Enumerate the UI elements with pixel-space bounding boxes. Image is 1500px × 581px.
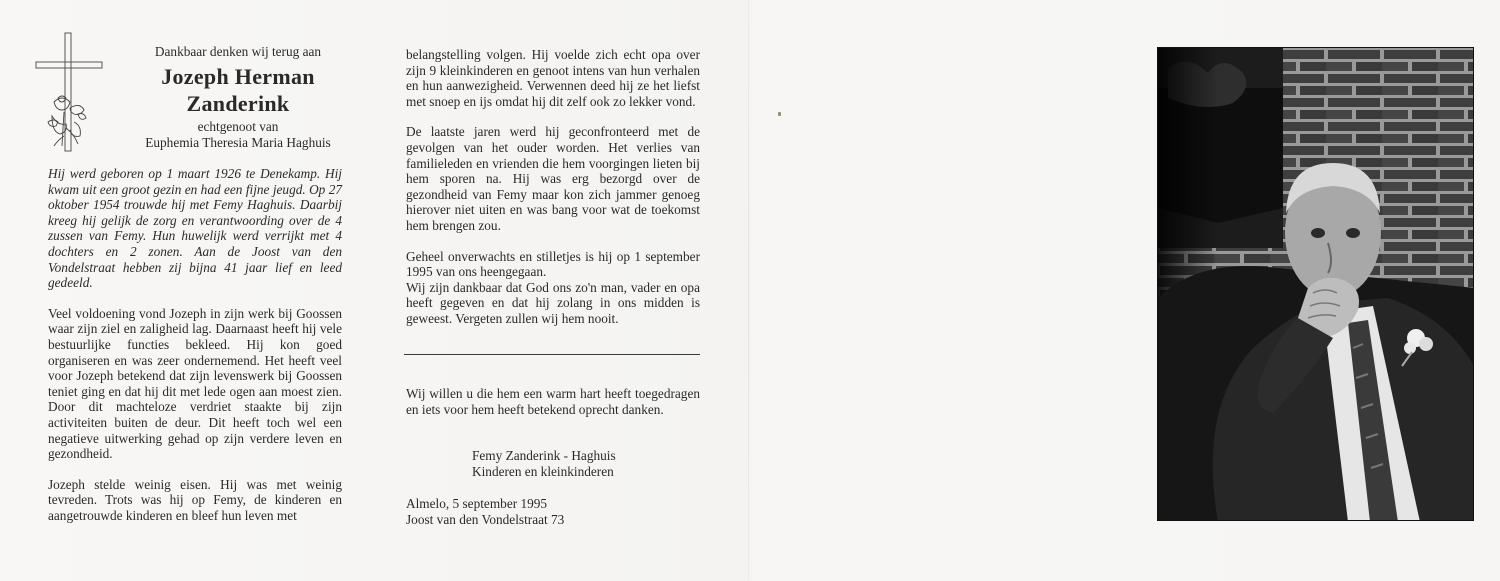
portrait-image <box>1158 48 1474 521</box>
card-fold <box>748 0 749 581</box>
intro-line: Dankbaar denken wij terug aan <box>154 44 322 59</box>
paper-speck <box>778 112 781 116</box>
career-paragraph: Veel voldoening vond Jozeph in zijn werk bij Goossen waar zijn ziel en zaligheid lag. Daarnaast heeft hij vele bestuurlijke functies bekleed. Hij kon goed organiseren en was zeer ondernemend. Het heeft veel voor Jozeph betekend dat zijn levenswerk bij Goossen teniet ging en dat hij dit met lede ogen aan moest zien. Door dit machteloze verdriet staakte bij zijn activiteiten buiten de deur. Dit heeft toch wel een negatieve uitwerking gehad op zijn verdere leven en gezondheid. <box>48 305 342 462</box>
middle-column <box>406 47 700 327</box>
thanks-paragraph: Wij willen u die hem een warm hart heeft toegedragen en iets voor hem heeft betekend oprecht danken. <box>406 386 700 417</box>
character-paragraph: Jozeph stelde weinig eisen. Hij was met weinig tevreden. Trots was hij op Femy, de kinderen en aangetrouwde kinderen en bleef hun leven met <box>48 476 342 523</box>
grandchildren-paragraph: belangstelling volgen. Hij voelde zich echt opa over zijn 9 kleinkinderen en genoot intens van hun verhalen en hun aanwezigheid. Verwennen deed hij ze het liefst met snoep en ijs omdat hij dit zelf ook zo lekker vond. <box>406 47 700 109</box>
place-date: Almelo, 5 september 1995 <box>406 496 548 511</box>
spouse-label: echtgenoot van <box>197 119 279 134</box>
gratitude-text: Wij zijn dankbaar dat God ons zo'n man, vader en opa heeft gegeven en dat hij zolang in ons midden is geweest. Vergeten zullen wij hem nooit. <box>406 279 700 326</box>
later-years-paragraph: De laatste jaren werd hij geconfronteerd met de gevolgen van het ouder worden. Het verlies van familieleden en vrienden die hem voorgingen lieten bij hem sporen na. Hij was erg bezorgd over de gezondheid van Femy maar kon zich jammer genoeg hierover niet uiten en was bang voor wat de toekomst hem brengen zou. <box>406 124 700 233</box>
spouse-name: Euphemia Theresia Maria Haghuis <box>145 135 331 150</box>
intro-block <box>118 44 358 151</box>
biography-paragraph: Hij werd geboren op 1 maart 1926 te Denekamp. Hij kwam uit een groot gezin en had een fijne jeugd. Op 27 oktober 1954 trouwde hij met Femy Haghuis. Daarbij kreeg hij gelijk de zorg en verantwoording over de 4 zussen van Femy. Hun huwelijk werd verrijkt met 4 dochters en 2 zonen. Aan de Joost van den Vondelstraat hebben zij bijna 41 jaar lief en leed gedeeld. <box>48 166 342 291</box>
place-date-block <box>406 496 666 527</box>
address: Joost van den Vondelstraat 73 <box>406 511 565 527</box>
portrait-photo <box>1157 47 1474 521</box>
deceased-name-first: Jozeph Herman <box>161 64 315 89</box>
deceased-name-last: Zanderink <box>186 91 290 116</box>
signature-family: Kinderen en kleinkinderen <box>472 463 614 479</box>
cross-icon <box>34 32 104 154</box>
passing-text: Geheel onverwachts en stilletjes is hij op 1 september 1995 van ons heengegaan. <box>406 248 700 280</box>
signature-block <box>472 448 692 479</box>
divider-line <box>404 354 700 355</box>
left-column <box>48 166 342 523</box>
passing-paragraph <box>406 249 700 327</box>
signature-name: Femy Zanderink - Haghuis <box>472 448 616 463</box>
